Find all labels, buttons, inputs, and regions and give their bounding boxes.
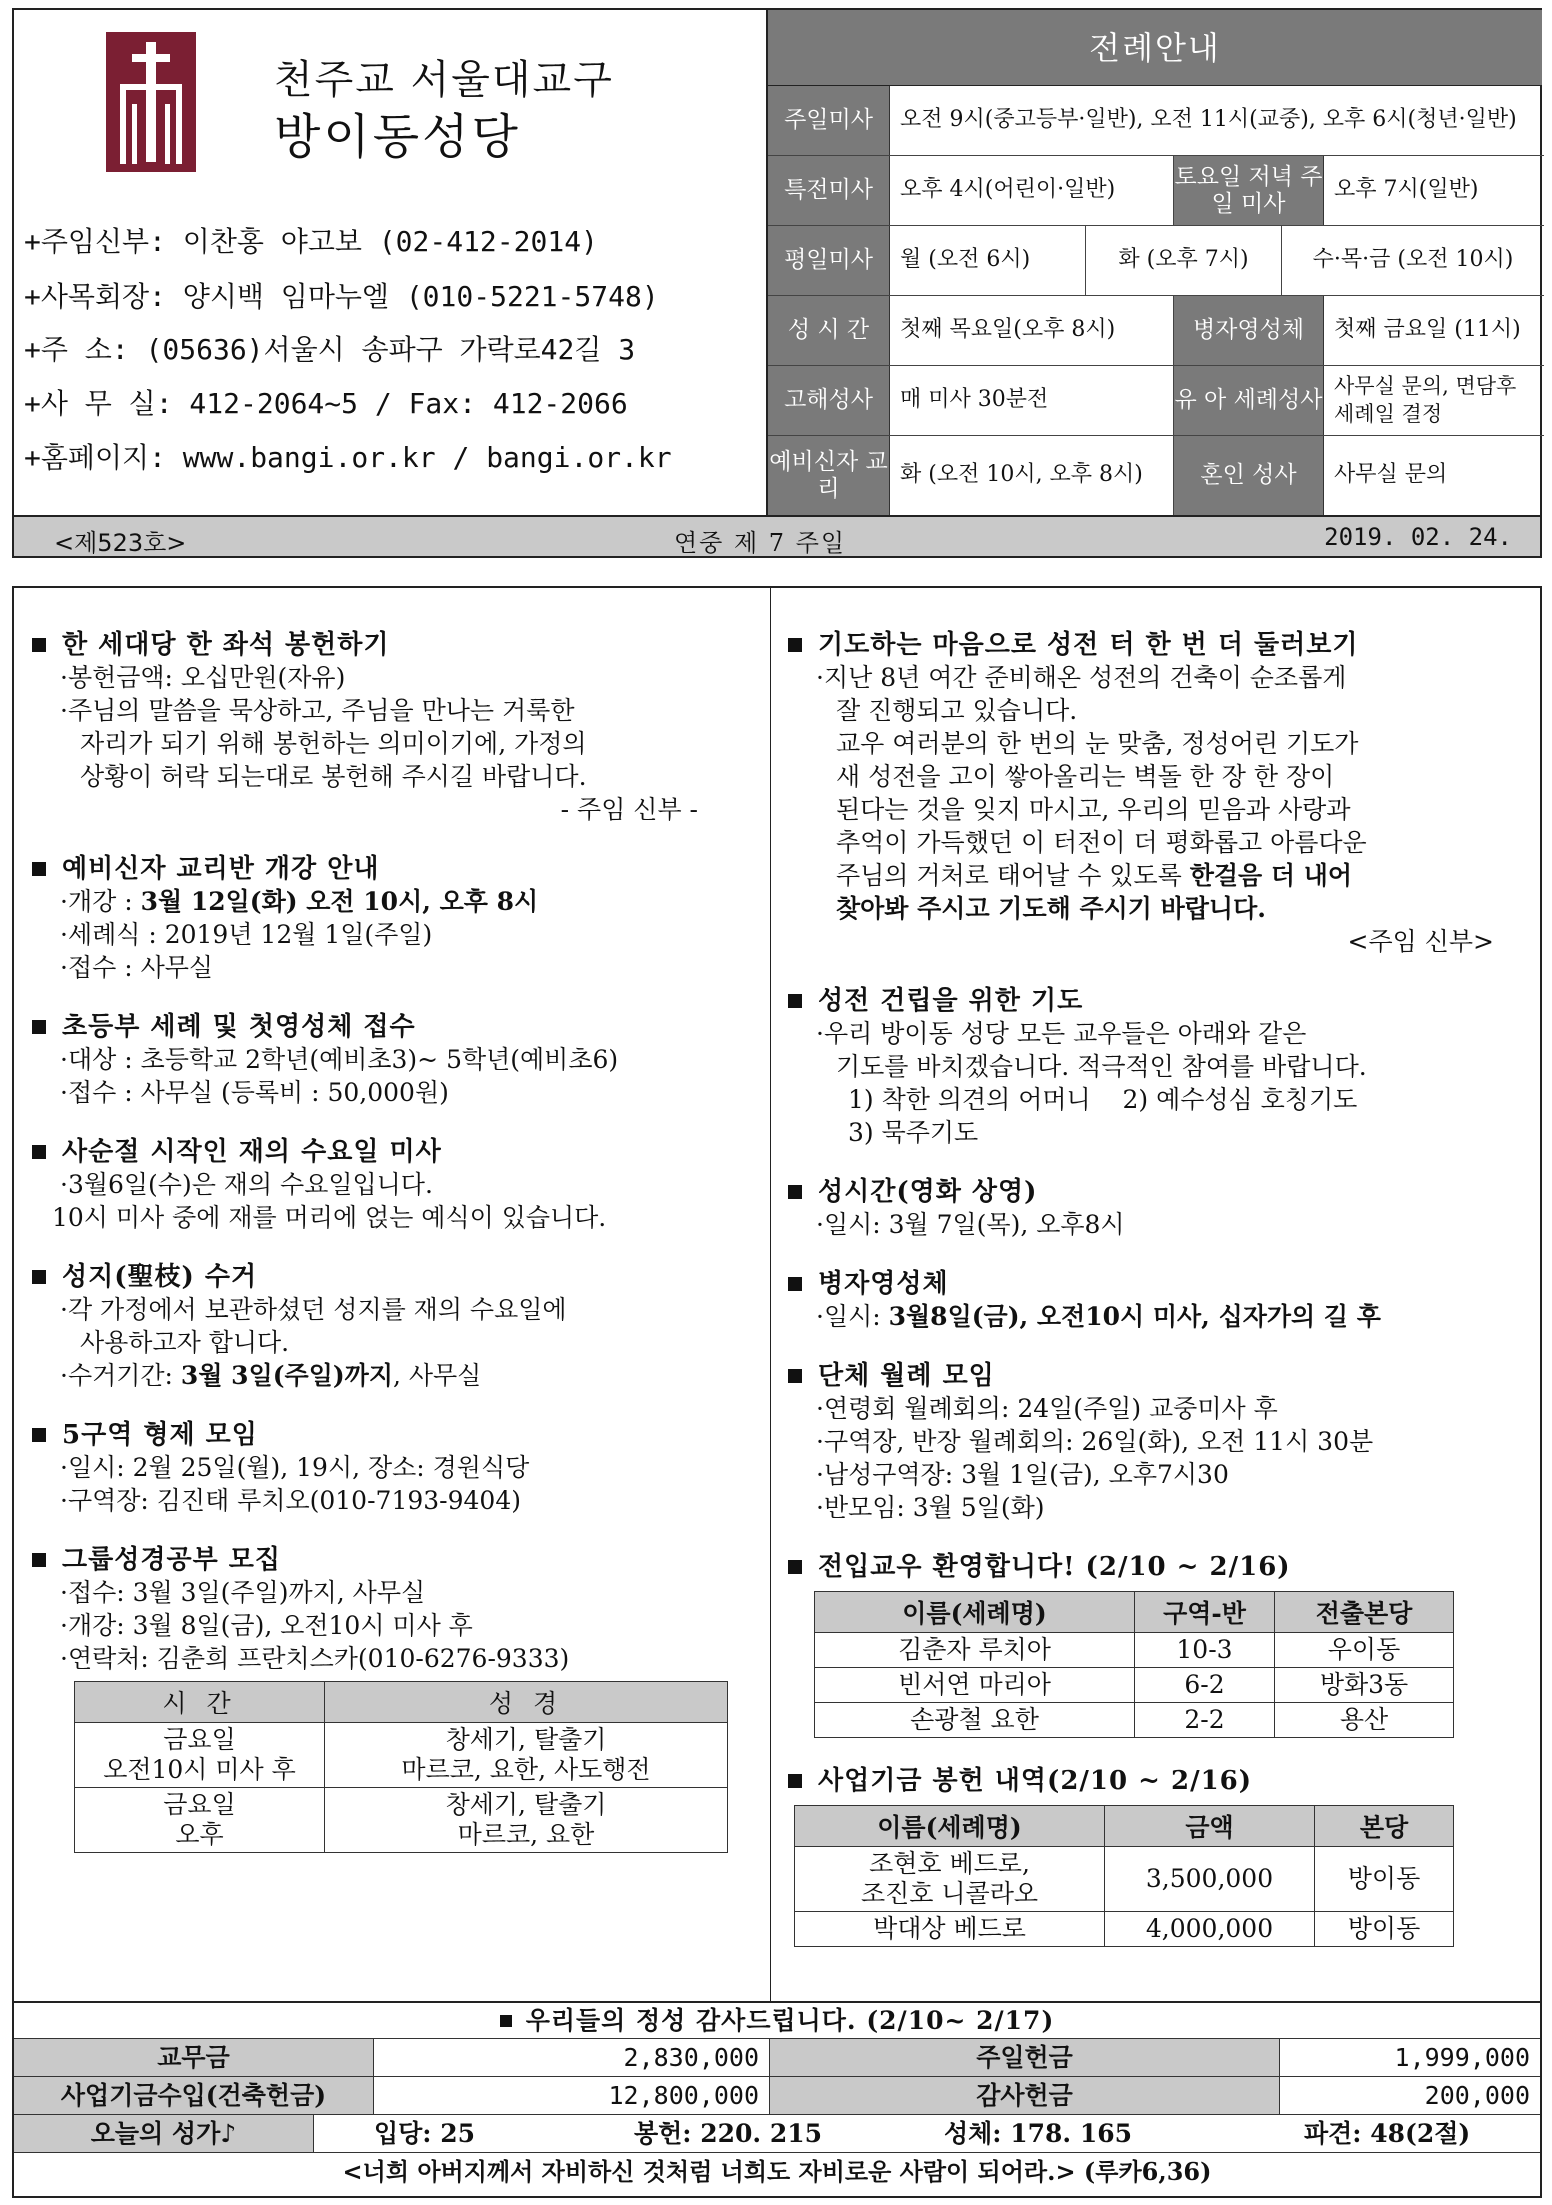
schedule-value: 사무실 문의, 면담후 세례일 결정 [1334,374,1517,426]
table-cell: 창세기, 탈출기 [445,1725,607,1754]
notice-line: ·접수: 3월 3일(주일)까지, 사무실 [60,1578,426,1607]
schedule-value: 첫째 목요일(오후 8시) [890,296,1174,365]
table-row [75,1788,728,1853]
notice-line: ·우리 방이동 성당 모든 교우들은 아래와 같은 [816,1019,1307,1048]
bible-study-table [74,1681,728,1853]
square-bullet-icon [32,1553,46,1567]
square-bullet-icon [32,1428,46,1442]
schedule-row-catechumen [768,436,1544,515]
notice-line: ·연령회 월례회의: 24일(주일) 교중미사 후 [816,1394,1278,1423]
liturgical-day: 연중 제 7 주일 [674,529,847,557]
parish-info [14,10,766,515]
schedule-label: 주일미사 [768,86,890,155]
notice-building-fund [784,1760,1534,1947]
square-bullet-icon [32,862,46,876]
section-title: 한 세대당 한 좌석 봉헌하기 [62,630,390,660]
square-bullet-icon [32,1145,46,1159]
notice-group-meetings [784,1355,1534,1524]
table-cell: 조현호 베드로, [869,1849,1030,1878]
hymn-label: 오늘의 성가♪ [14,2115,314,2152]
notice-line: 주님의 거처로 태어날 수 있도록 [836,861,1190,890]
schedule-label: 혼인 성사 [1174,436,1324,515]
table-header: 구역-반 [1135,1592,1275,1633]
notice-line: ·봉헌금액: 오십만원(자유) [60,663,346,692]
notice-line: 추억이 가득했던 이 터전이 더 평화롭고 아름다운 [836,828,1367,857]
table-cell: 용산 [1275,1703,1454,1738]
offering-label: 감사헌금 [770,2077,1280,2114]
hymn-communion: 성체: 178. 165 [944,2119,1133,2148]
schedule-label: 유 아 세례성사 [1174,366,1324,435]
offering-amount: 200,000 [1424,2081,1530,2110]
table-cell: 조진호 니콜라오 [861,1879,1038,1908]
section-title: 성전 건립을 위한 기도 [818,986,1084,1016]
table-cell: 손광철 요한 [815,1703,1135,1738]
notice-line: 상황이 허락 되는대로 봉헌해 주시길 바랍니다. [80,762,587,791]
notice-line: ·연락처: 김춘희 프란치스카(010-6276-9333) [60,1644,570,1673]
notice-emphasis: 찾아봐 주시고 기도해 주시기 바랍니다. [836,894,1266,923]
table-cell: 방이동 [1315,1912,1454,1947]
section-title: 단체 월례 모임 [818,1361,995,1391]
table-header: 금액 [1105,1806,1315,1847]
table-cell: 4,000,000 [1105,1912,1315,1947]
table-header: 본당 [1315,1806,1454,1847]
notice-line: ·일시: 3월 7일(목), 오후8시 [816,1210,1125,1239]
square-bullet-icon [788,994,802,1008]
square-bullet-icon [500,2015,512,2027]
parish-name: 방이동성당 [274,109,521,165]
scripture-quote: <너희 아버지께서 자비하신 것처럼 너희도 자비로운 사람이 되어라.> (루카6,36) [342,2157,1212,2186]
notice-palm-collection [28,1256,758,1392]
section-title: 병자영성체 [818,1269,949,1299]
bulletin-header [12,8,1542,558]
section-title: 예비신자 교리반 개강 안내 [62,854,380,884]
square-bullet-icon [32,1020,46,1034]
offering-label: 교무금 [14,2039,374,2076]
notice-emphasis: 3월 3일(주일)까지 [180,1361,393,1390]
schedule-value: 매 미사 30분전 [890,366,1174,435]
notice-line: 10시 미사 중에 재를 머리에 얹는 예식이 있습니다. [52,1203,607,1232]
left-column [28,624,758,1875]
schedule-row-sunday [768,86,1544,156]
notice-catechumen-class [28,848,758,984]
table-cell: 우이동 [1275,1633,1454,1668]
table-header: 이름(세례명) [795,1806,1105,1847]
parish-organization: 천주교 서울대교구 [274,57,614,103]
notice-line: ·개강 : [60,887,141,916]
table-cell: 3,500,000 [1105,1847,1315,1912]
notice-line: ·3월6일(수)은 재의 수요일입니다. [60,1170,433,1199]
table-cell: 마르코, 요한, 사도행전 [401,1755,651,1784]
notice-line: 사용하고자 합니다. [80,1328,290,1357]
table-cell: 빈서연 마리아 [815,1668,1135,1703]
schedule-row-confession [768,366,1544,436]
schedule-label: 예비신자 교 리 [768,436,890,515]
notice-emphasis: 한걸음 더 내어 [1189,861,1352,890]
column-divider [770,588,771,2001]
notice-bible-study [28,1539,758,1853]
square-bullet-icon [788,1774,802,1788]
schedule-row-holy-hour [768,296,1544,366]
schedule-value: 수·목·금 (오전 10시) [1312,247,1514,273]
schedule-label: 병자영성체 [1174,296,1324,365]
schedule-value: 화 (오후 7시) [1086,226,1282,295]
table-cell: 2-2 [1135,1703,1275,1738]
table-cell: 창세기, 탈출기 [445,1790,607,1819]
table-cell: 오전10시 미사 후 [103,1755,296,1784]
schedule-row-special [768,156,1544,226]
table-row [75,1723,728,1788]
section-title: 전입교우 환영합니다! (2/10 ~ 2/16) [818,1552,1291,1582]
hymn-row [14,2115,1540,2153]
schedule-label: 평일미사 [768,226,890,295]
notice-line: ·지난 8년 여간 준비해온 성전의 건축이 순조롭게 [816,663,1347,692]
schedule-value: 오후 7시(일반) [1334,177,1479,203]
offering-label: 사업기금수입(건축헌금) [14,2077,374,2114]
table-cell: 박대상 베드로 [795,1912,1105,1947]
table-cell: 10-3 [1135,1633,1275,1668]
notice-district-meeting [28,1414,758,1517]
notice-line: ·수거기간: [60,1361,181,1390]
notice-sick-communion [784,1263,1534,1333]
notice-line: ·일시: 2월 25일(월), 19시, 장소: 경원식당 [60,1453,530,1482]
new-parishioners-table [814,1591,1454,1738]
square-bullet-icon [32,638,46,652]
table-row [815,1703,1454,1738]
notice-line: ·구역장, 반장 월례회의: 26일(화), 오전 11시 30분 [816,1427,1374,1456]
notice-emphasis: 3월 12일(화) 오전 10시, 오후 8시 [140,887,539,916]
offering-amount: 2,830,000 [374,2039,770,2076]
square-bullet-icon [788,1277,802,1291]
square-bullet-icon [788,1560,802,1574]
notice-line: ·반모임: 3월 5일(화) [816,1493,1045,1522]
square-bullet-icon [32,1270,46,1284]
table-row [815,1633,1454,1668]
table-cell: 방화3동 [1275,1668,1454,1703]
schedule-label: 고해성사 [768,366,890,435]
table-header: 성 경 [325,1682,728,1723]
liturgy-schedule [766,10,1542,515]
schedule-value: 오전 9시(중고등부·일반), 오전 11시(교중), 오후 6시(청년·일반) [900,107,1517,133]
square-bullet-icon [788,1185,802,1199]
notice-line: ·개강: 3월 8일(금), 오전10시 미사 후 [60,1611,473,1640]
footer-title: 우리들의 정성 감사드립니다. (2/10~ 2/17) [525,2006,1055,2035]
section-title: 5구역 형제 모임 [62,1420,258,1450]
table-header: 전출본당 [1275,1592,1454,1633]
signature: - 주임 신부 - [560,795,698,824]
notice-line: ·세례식 : 2019년 12월 1일(주일) [60,920,433,949]
schedule-value: 사무실 문의 [1334,462,1448,488]
contact-homepage: +홈페이지: www.bangi.or.kr / bangi.or.kr [24,441,672,474]
table-row [815,1668,1454,1703]
offering-amount: 1,999,000 [1394,2043,1530,2072]
bulletin-body [12,586,1542,2198]
offering-footer [14,2001,1540,2193]
notice-line: ·접수 : 사무실 [60,953,214,982]
section-title: 그룹성경공부 모집 [62,1545,281,1575]
table-row [795,1847,1454,1912]
contact-pastor: +주임신부: 이찬홍 야고보 (02-412-2014) [24,225,598,258]
notice-line: ·남성구역장: 3월 1일(금), 오후7시30 [816,1460,1229,1489]
hymn-offertory: 봉헌: 220. 215 [634,2119,823,2148]
parish-logo-icon [106,32,196,172]
square-bullet-icon [788,1369,802,1383]
schedule-label: 성 시 간 [768,296,890,365]
schedule-label: 특전미사 [768,156,890,225]
notice-line: , 사무실 [392,1361,482,1390]
notice-church-site [784,624,1534,958]
table-cell: 김춘자 루치아 [815,1633,1135,1668]
schedule-row-weekday [768,226,1544,296]
section-title: 성시간(영화 상영) [818,1177,1038,1207]
schedule-value: 화 (오전 10시, 오후 8시) [890,436,1174,515]
square-bullet-icon [788,638,802,652]
schedule-label: 토요일 저녁 주일 미사 [1174,156,1324,225]
notice-emphasis: 3월8일(금), 오전10시 미사, 십자가의 길 후 [888,1302,1381,1331]
section-title: 사순절 시작인 재의 수요일 미사 [62,1137,442,1167]
schedule-value: 첫째 금요일 (11시) [1334,317,1521,343]
notice-holy-hour [784,1171,1534,1241]
notice-line: 교우 여러분의 한 번의 눈 맞춤, 정성어린 기도가 [836,729,1359,758]
offering-label: 주일헌금 [770,2039,1280,2076]
schedule-value: 월 (오전 6시) [890,226,1086,295]
right-column [784,624,1534,1969]
notice-first-communion [28,1006,758,1109]
table-header: 시 간 [75,1682,325,1723]
hymn-dismissal: 파견: 48(2절) [1304,2119,1471,2148]
schedule-title: 전례안내 [768,10,1542,86]
building-fund-table [794,1805,1454,1947]
table-header: 이름(세례명) [815,1592,1135,1633]
issue-number: <제523호> [54,529,187,557]
notice-seat-offering [28,624,758,826]
offering-row [14,2077,1540,2115]
section-title: 초등부 세례 및 첫영성체 접수 [62,1012,416,1042]
table-cell: 방이동 [1315,1847,1454,1912]
issue-date: 2019. 02. 24. [1324,523,1512,551]
section-title: 사업기금 봉헌 내역(2/10 ~ 2/16) [818,1766,1253,1796]
table-cell: 마르코, 요한 [457,1820,595,1849]
contact-council-president: +사목회장: 양시백 임마누엘 (010-5221-5748) [24,280,659,313]
signature: <주임 신부> [1347,927,1494,956]
issue-bar [14,515,1540,556]
notice-line: ·구역장: 김진태 루치오(010-7193-9404) [60,1486,521,1515]
notice-new-parishioners [784,1546,1534,1738]
section-title: 기도하는 마음으로 성전 터 한 번 더 둘러보기 [818,630,1359,660]
offering-row [14,2039,1540,2077]
offering-amount: 12,800,000 [374,2077,770,2114]
table-cell: 금요일 [163,1790,236,1819]
notice-line: ·주님의 말씀을 묵상하고, 주님을 만나는 거룩한 [60,696,575,725]
notice-line: 1) 착한 의견의 어머니 2) 예수성심 호칭기도 [848,1085,1358,1114]
notice-line: 기도를 바치겠습니다. 적극적인 참여를 바랍니다. [836,1052,1367,1081]
table-cell: 오후 [175,1820,224,1849]
notice-building-prayer [784,980,1534,1149]
hymn-entrance: 입당: 25 [374,2119,476,2148]
notice-line: ·일시: [816,1302,889,1331]
notice-line: ·대상 : 초등학교 2학년(예비초3)~ 5학년(예비초6) [60,1045,619,1074]
notice-line: ·각 가정에서 보관하셨던 성지를 재의 수요일에 [60,1295,567,1324]
table-cell: 금요일 [163,1725,236,1754]
notice-line: 잘 진행되고 있습니다. [836,696,1078,725]
table-cell: 6-2 [1135,1668,1275,1703]
section-title: 성지(聖枝) 수거 [62,1262,258,1292]
notice-line: 3) 묵주기도 [848,1118,979,1147]
table-row [795,1912,1454,1947]
notice-line: ·접수 : 사무실 (등록비 : 50,000원) [60,1078,449,1107]
notice-ash-wednesday [28,1131,758,1234]
schedule-value: 오후 4시(어린이·일반) [890,156,1174,225]
notice-line: 된다는 것을 잊지 마시고, 우리의 믿음과 사랑과 [836,795,1351,824]
contact-address: +주 소: (05636)서울시 송파구 가락로42길 3 [24,333,636,366]
notice-line: 새 성전을 고이 쌓아올리는 벽돌 한 장 한 장이 [836,762,1335,791]
notice-line: 자리가 되기 위해 봉헌하는 의미이기에, 가정의 [80,729,587,758]
contact-office: +사 무 실: 412-2064~5 / Fax: 412-2066 [24,387,628,420]
